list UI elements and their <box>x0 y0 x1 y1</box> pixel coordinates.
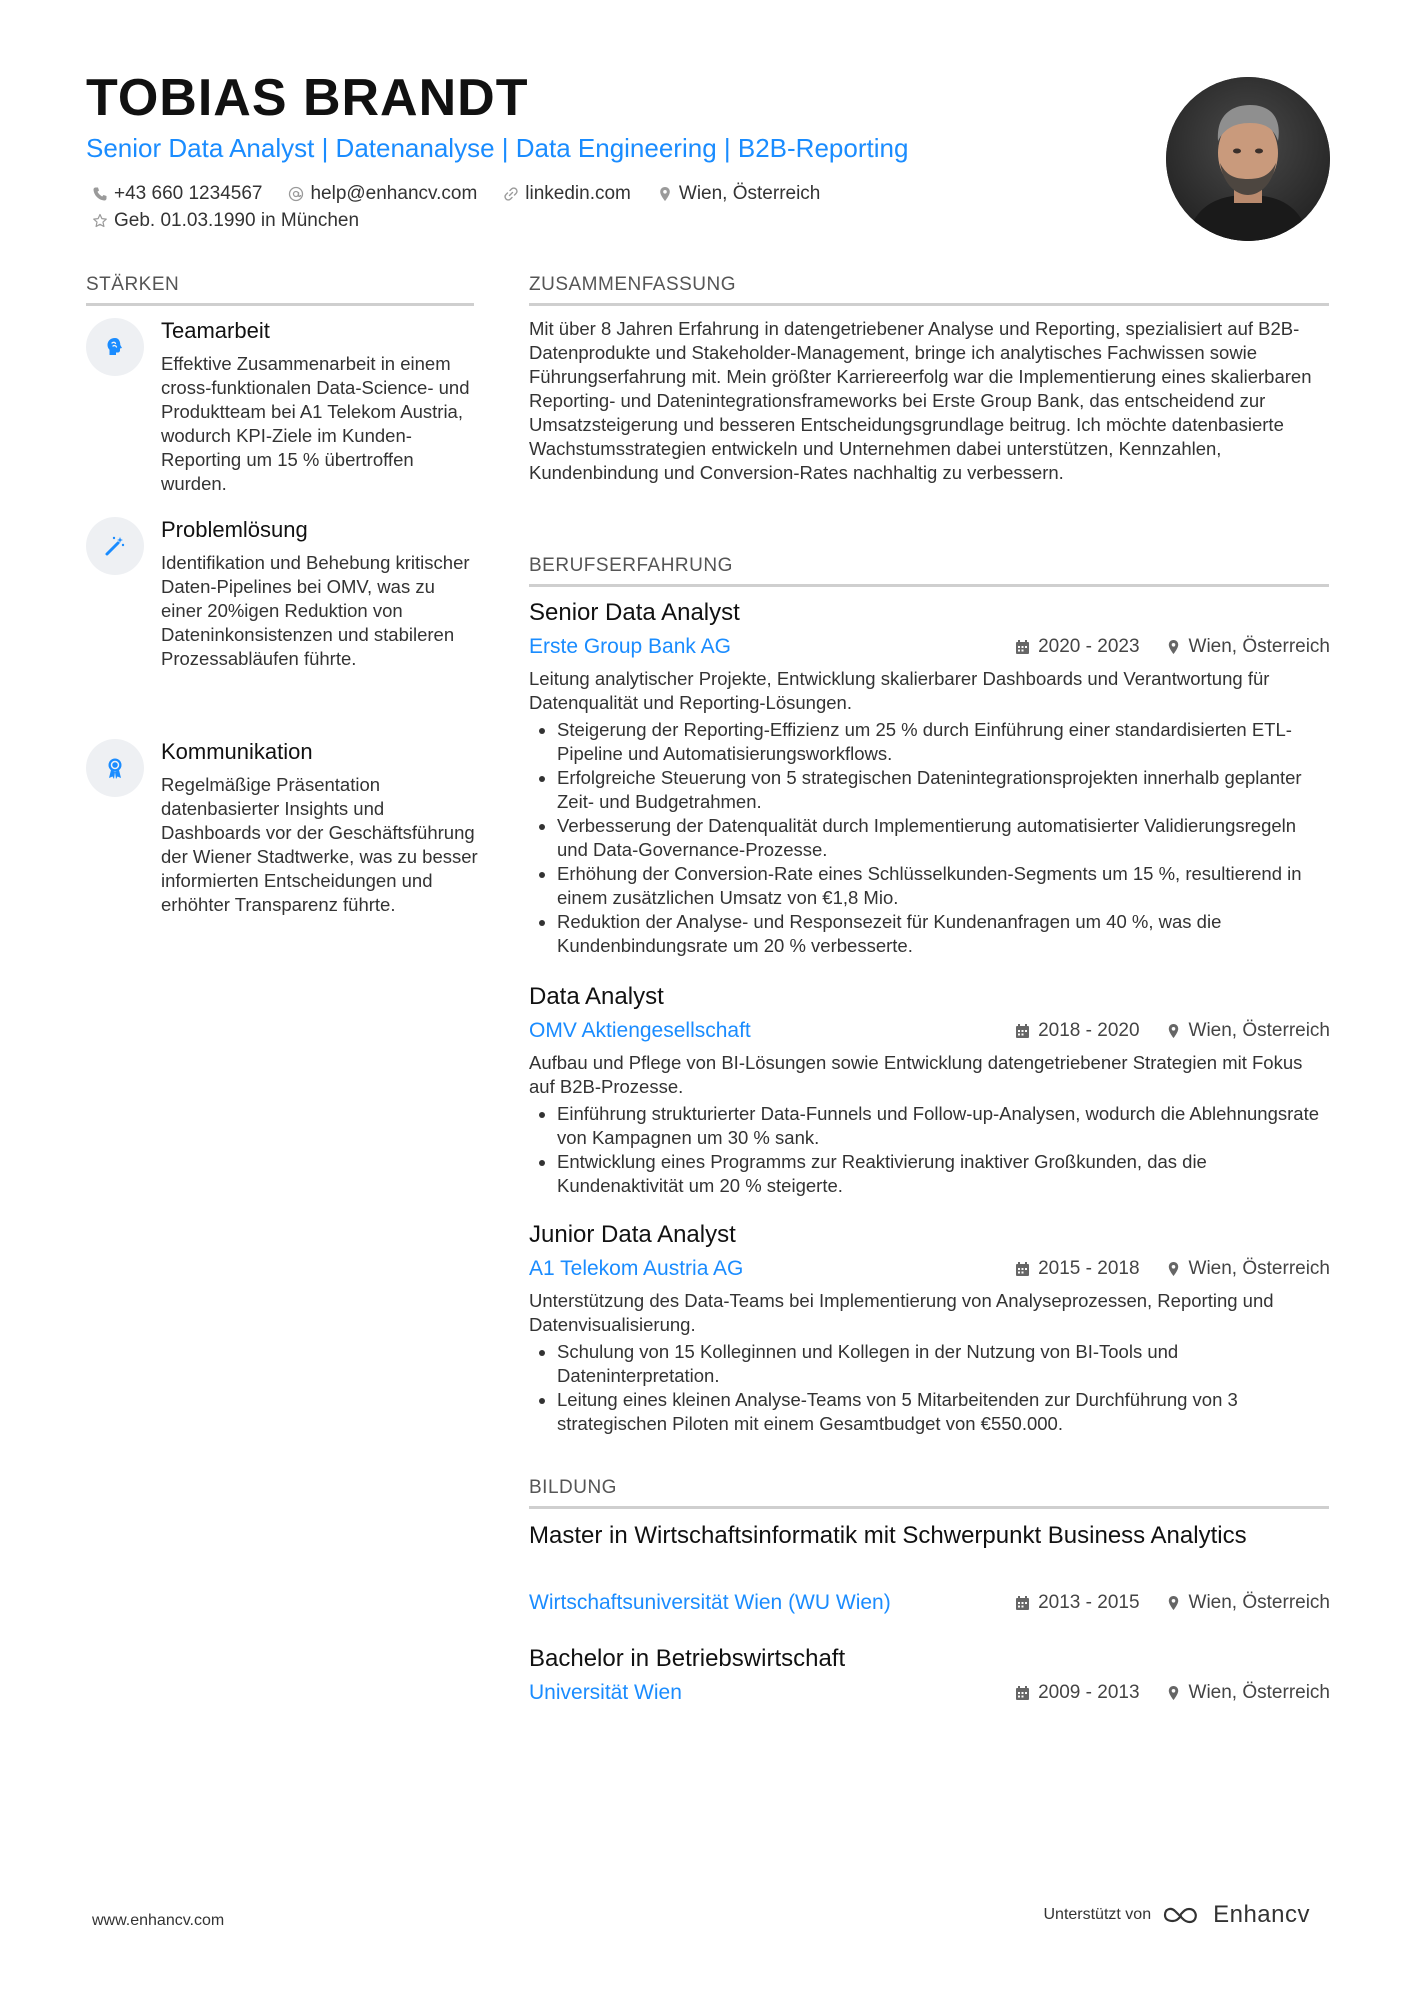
job-dates <box>1015 1258 1139 1281</box>
education-dates <box>1015 1682 1139 1705</box>
strength-item <box>86 318 474 498</box>
candidate-name: TOBIAS BRANDT <box>86 69 529 127</box>
degree-title: Bachelor in Betriebswirtschaft <box>529 1645 846 1672</box>
link-icon <box>503 186 519 202</box>
job-location <box>1166 636 1330 659</box>
bullet-item: Steigerung der Reporting-Effizienz um 25 % durch Einführung einer standardisierten ETL-Pipeline und Automatisierungsworkflows. <box>529 718 1329 766</box>
school-name[interactable]: Wirtschaftsuniversität Wien (WU Wien) <box>529 1591 891 1614</box>
job-title: Junior Data Analyst <box>529 1221 736 1248</box>
job-bullets <box>529 1102 1329 1198</box>
education-dates-text: 2009 - 2013 <box>1038 1682 1140 1703</box>
bullet-item: Reduktion der Analyse- und Responsezeit für Kundenanfragen um 40 %, was die Kundenbindungsrate um 20 % verbesserte. <box>529 910 1329 958</box>
map-pin-icon <box>1166 1595 1181 1611</box>
job-location-text: Wien, Österreich <box>1188 636 1330 657</box>
calendar-icon <box>1015 1023 1030 1039</box>
bullet-item: Erfolgreiche Steuerung von 5 strategischen Datenintegrationsprojekten innerhalb geplanter Zeit- und Budgetrahmen. <box>529 766 1329 814</box>
strength-item <box>86 517 474 717</box>
school-name[interactable]: Universität Wien <box>529 1681 682 1704</box>
phone-text[interactable]: +43 660 1234567 <box>114 183 263 204</box>
job-location <box>1166 1020 1330 1043</box>
phone-icon <box>92 186 108 202</box>
education-location <box>1166 1682 1330 1705</box>
education-location <box>1166 1592 1330 1615</box>
summary-text: Mit über 8 Jahren Erfahrung in datengetriebener Analyse und Reporting, spezialisiert auf B2B-Datenprodukte und Stakeholder-Management, bringe ich analytisches Fachwissen sowie Führungserfahrung mit. Mein größter Karriereerfolg war die Implementierung eines skalierbaren Reporting- und Datenintegrationsframeworks bei Erste Group Bank, das entscheidend zur Umsatzsteigerung und besseren Entscheidungsgrundlage beitrug. Ich möchte datenbasierte Wachstumsstrategien entwickeln und Unternehmen dabei unterstützen, Kennzahlen, Kundenbindung und Conversion-Rates nachhaltig zu verbessern. <box>529 318 1312 483</box>
bullet-item: Entwicklung eines Programms zur Reaktivierung inaktiver Großkunden, das die Kundenaktivität um 20 % steigerte. <box>529 1150 1329 1198</box>
calendar-icon <box>1015 1261 1030 1277</box>
contact-row-2 <box>92 210 385 232</box>
brain-icon <box>103 335 127 359</box>
birth-text: Geb. 01.03.1990 in München <box>114 210 360 231</box>
job-meta <box>989 1258 1330 1281</box>
job-dates-text: 2015 - 2018 <box>1038 1258 1140 1279</box>
profile-photo <box>1166 77 1330 241</box>
job-bullets <box>529 718 1329 958</box>
star-icon <box>92 213 108 229</box>
strength-icon-wrap <box>86 517 144 575</box>
job-title: Data Analyst <box>529 983 664 1010</box>
bullet-item: Schulung von 15 Kolleginnen und Kollegen in der Nutzung von BI-Tools und Dateninterpretation. <box>529 1340 1329 1388</box>
strength-icon-wrap <box>86 739 144 797</box>
location-text: Wien, Österreich <box>678 183 821 204</box>
job-company[interactable]: A1 Telekom Austria AG <box>529 1257 744 1280</box>
contact-phone <box>92 183 262 205</box>
bullet-item: Verbesserung der Datenqualität durch Implementierung automatisierter Validierungsregeln und Data-Governance-Prozesse. <box>529 814 1329 862</box>
job-dates <box>1015 1020 1139 1043</box>
job-description: Leitung analytischer Projekte, Entwicklung skalierbarer Dashboards und Verantwortung für Datenqualität und Reporting-Lösungen. <box>529 668 1270 713</box>
contact-birth <box>92 210 359 232</box>
job-description: Aufbau und Pflege von BI-Lösungen sowie Entwicklung datengetriebener Strategien mit Fokus auf B2B-Prozesse. <box>529 1052 1303 1097</box>
map-pin-icon <box>1166 1023 1181 1039</box>
strength-title: Teamarbeit <box>161 318 270 343</box>
job-company[interactable]: OMV Aktiengesellschaft <box>529 1019 751 1042</box>
job-meta <box>989 636 1330 659</box>
strength-title: Kommunikation <box>161 739 313 764</box>
strength-desc: Regelmäßige Präsentation datenbasierter Insights und Dashboards vor der Geschäftsführung der Wiener Stadtwerke, was zu besser informierten Entscheidungen und erhöhter Transparenz führte. <box>161 774 478 915</box>
magic-wand-icon <box>103 534 127 558</box>
education-meta <box>989 1592 1330 1615</box>
education-location-text: Wien, Österreich <box>1188 1592 1330 1613</box>
enhancv-logo-icon <box>1161 1903 1205 1927</box>
map-pin-icon <box>657 186 673 202</box>
bullet-item: Leitung eines kleinen Analyse-Teams von 5 Mitarbeitenden zur Durchführung von 3 strategischen Piloten mit einem Gesamtbudget von €550.000. <box>529 1388 1329 1436</box>
bullet-item: Einführung strukturierter Data-Funnels und Follow-up-Analysen, wodurch die Ablehnungsrate von Kampagnen um 30 % sank. <box>529 1102 1329 1150</box>
education-dates-text: 2013 - 2015 <box>1038 1592 1140 1613</box>
job-description: Unterstützung des Data-Teams bei Implementierung von Analyseprozessen, Reporting und Datenvisualisierung. <box>529 1290 1274 1335</box>
contact-location <box>657 183 820 205</box>
section-title-education: BILDUNG <box>529 1478 1329 1509</box>
strength-icon-wrap <box>86 318 144 376</box>
education-meta <box>989 1682 1330 1705</box>
contact-row <box>92 183 846 205</box>
calendar-icon <box>1015 1595 1030 1611</box>
education-dates <box>1015 1592 1139 1615</box>
map-pin-icon <box>1166 639 1181 655</box>
footer-powered-by: Unterstützt von <box>1043 1906 1152 1923</box>
job-location-text: Wien, Österreich <box>1188 1258 1330 1279</box>
job-dates <box>1015 636 1139 659</box>
at-icon <box>288 186 304 202</box>
job-meta <box>989 1020 1330 1043</box>
degree-title: Master in Wirtschaftsinformatik mit Schwerpunkt Business Analytics <box>529 1522 1247 1549</box>
job-company[interactable]: Erste Group Bank AG <box>529 635 731 658</box>
footer-website[interactable]: www.enhancv.com <box>92 1912 225 1929</box>
footer-brand <box>1043 1901 1310 1929</box>
education-location-text: Wien, Österreich <box>1188 1682 1330 1703</box>
contact-email <box>288 183 477 205</box>
section-title-experience: BERUFSERFAHRUNG <box>529 556 1329 587</box>
strength-desc: Effektive Zusammenarbeit in einem cross-funktionalen Data-Science- und Produktteam bei A1 Telekom Austria, wodurch KPI-Ziele im Kunden-Reporting um 15 % übertroffen wurden. <box>161 353 470 494</box>
job-title: Senior Data Analyst <box>529 599 740 626</box>
contact-linkedin <box>503 183 631 205</box>
strength-title: Problemlösung <box>161 517 308 542</box>
job-dates-text: 2020 - 2023 <box>1038 636 1140 657</box>
map-pin-icon <box>1166 1261 1181 1277</box>
calendar-icon <box>1015 639 1030 655</box>
map-pin-icon <box>1166 1685 1181 1701</box>
job-dates-text: 2018 - 2020 <box>1038 1020 1140 1041</box>
award-icon <box>103 756 127 780</box>
job-location-text: Wien, Österreich <box>1188 1020 1330 1041</box>
section-title-summary: ZUSAMMENFASSUNG <box>529 275 1329 306</box>
linkedin-text[interactable]: linkedin.com <box>525 183 631 204</box>
footer-brand-name[interactable]: Enhancv <box>1213 1901 1310 1928</box>
email-text[interactable]: help@enhancv.com <box>310 183 478 204</box>
section-title-strengths: STÄRKEN <box>86 275 474 306</box>
job-bullets <box>529 1340 1329 1436</box>
strength-item <box>86 739 478 939</box>
candidate-headline: Senior Data Analyst | Datenanalyse | Data Engineering | B2B-Reporting <box>86 133 909 163</box>
calendar-icon <box>1015 1685 1030 1701</box>
job-location <box>1166 1258 1330 1281</box>
strength-desc: Identifikation und Behebung kritischer Daten-Pipelines bei OMV, was zu einer 20%igen Reduktion von Dateninkonsistenzen und stabileren Prozessabläufen führte. <box>161 552 470 669</box>
bullet-item: Erhöhung der Conversion-Rate eines Schlüsselkunden-Segments um 15 %, resultierend in einem zusätzlichen Umsatz von €1,8 Mio. <box>529 862 1329 910</box>
